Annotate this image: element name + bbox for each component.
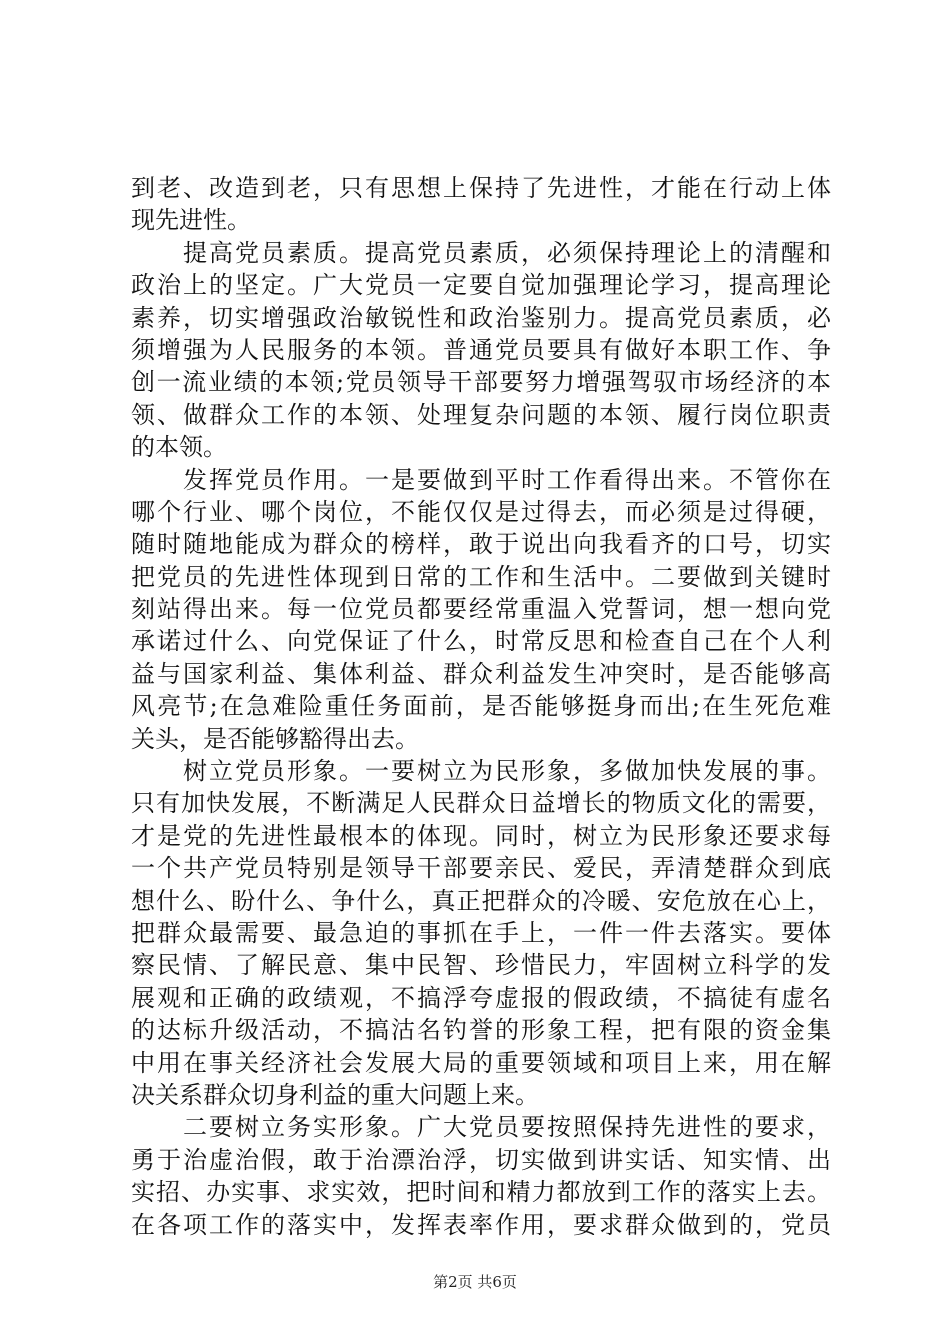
- text-line: 素养，切实增强政治敏锐性和政治鉴别力。提高党员素质，必: [131, 303, 831, 332]
- text-line: 发挥党员作用。一是要做到平时工作看得出来。不管你在: [131, 465, 831, 494]
- text-line: 领、做群众工作的本领、处理复杂问题的本领、履行岗位职责: [131, 400, 831, 429]
- text-line: 树立党员形象。一要树立为民形象，多做加快发展的事。: [131, 757, 831, 786]
- text-line: 二要树立务实形象。广大党员要按照保持先进性的要求，: [131, 1113, 831, 1142]
- text-line: 的本领。: [131, 433, 227, 462]
- text-line: 提高党员素质。提高党员素质，必须保持理论上的清醒和: [131, 238, 831, 267]
- document-body: [131, 172, 831, 1241]
- text-line: 承诺过什么、向党保证了什么，时常反思和检查自己在个人利: [131, 627, 831, 656]
- text-line: 勇于治虚治假，敢于治漂治浮，切实做到讲实话、知实情、出: [131, 1145, 831, 1174]
- text-line: 须增强为人民服务的本领。普通党员要具有做好本职工作、争: [131, 335, 831, 364]
- text-line: 只有加快发展，不断满足人民群众日益增长的物质文化的需要，: [131, 789, 831, 818]
- text-line: 在各项工作的落实中，发挥表率作用，要求群众做到的，党员: [131, 1210, 831, 1239]
- text-line: 关头，是否能够豁得出去。: [131, 724, 419, 753]
- text-line: 中用在事关经济社会发展大局的重要领域和项目上来，用在解: [131, 1048, 831, 1077]
- text-line: 随时随地能成为群众的榜样，敢于说出向我看齐的口号，切实: [131, 530, 831, 559]
- text-line: 察民情、了解民意、集中民智、珍惜民力，牢固树立科学的发: [131, 951, 831, 980]
- text-line: 把群众最需要、最急迫的事抓在手上，一件一件去落实。要体: [131, 918, 831, 947]
- text-line: 的达标升级活动，不搞沽名钓誉的形象工程，把有限的资金集: [131, 1016, 831, 1045]
- text-line: 才是党的先进性最根本的体现。同时，树立为民形象还要求每: [131, 821, 831, 850]
- text-line: 决关系群众切身利益的重大问题上来。: [131, 1080, 539, 1109]
- page-footer: 第2页 共6页: [433, 1273, 517, 1291]
- text-line: 现先进性。: [131, 206, 251, 235]
- text-line: 创一流业绩的本领;党员领导干部要努力增强驾驭市场经济的本: [131, 368, 831, 397]
- text-line: 把党员的先进性体现到日常的工作和生活中。二要做到关键时: [131, 562, 831, 591]
- text-line: 政治上的坚定。广大党员一定要自觉加强理论学习，提高理论: [131, 271, 831, 300]
- text-line: 实招、办实事、求实效，把时间和精力都放到工作的落实上去。: [131, 1178, 831, 1207]
- text-line: 风亮节;在急难险重任务面前，是否能够挺身而出;在生死危难: [131, 692, 831, 721]
- text-line: 刻站得出来。每一位党员都要经常重温入党誓词，想一想向党: [131, 595, 831, 624]
- text-line: 哪个行业、哪个岗位，不能仅仅是过得去，而必须是过得硬，: [131, 497, 831, 526]
- text-line: 一个共产党员特别是领导干部要亲民、爱民，弄清楚群众到底: [131, 854, 831, 883]
- text-line: 想什么、盼什么、争什么，真正把群众的冷暖、安危放在心上，: [131, 886, 831, 915]
- text-line: 到老、改造到老，只有思想上保持了先进性，才能在行动上体: [131, 174, 831, 202]
- text-line: 展观和正确的政绩观，不搞浮夸虚报的假政绩，不搞徒有虚名: [131, 983, 831, 1012]
- text-line: 益与国家利益、集体利益、群众利益发生冲突时，是否能够高: [131, 659, 831, 688]
